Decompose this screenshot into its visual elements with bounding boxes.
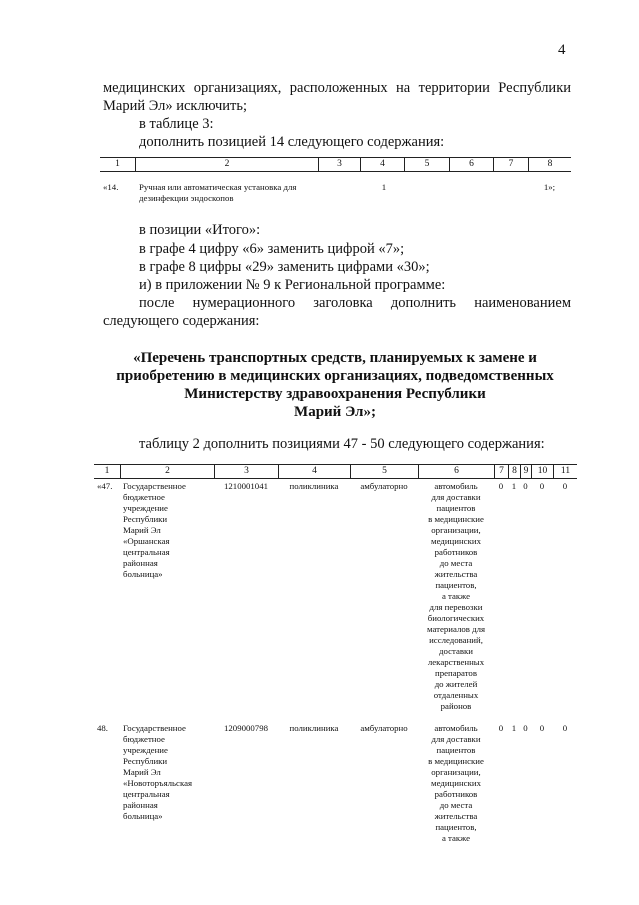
table2-row-value: 0 xyxy=(562,723,568,733)
table2-row-purpose-line: районов xyxy=(440,701,472,711)
table2-row-purpose-line: пациентов, xyxy=(435,822,477,832)
table2-row-purpose-line: а также xyxy=(441,833,471,843)
middle-line-6: следующего содержания: xyxy=(103,313,260,329)
table2-row-org-line: центральная xyxy=(123,547,170,557)
table2-row-org-line: «Новоторъяльская xyxy=(123,778,193,788)
table2-header-cell: 1 xyxy=(104,466,110,476)
table2-row-purpose-line: работников xyxy=(434,789,478,799)
table3-header-cell: 5 xyxy=(404,158,449,171)
table2-row-purpose-line: в медицинские xyxy=(428,756,484,766)
table2-header xyxy=(94,464,577,479)
table2-row-code: 1210001041 xyxy=(224,481,268,491)
table2-row-org-line: Государственное xyxy=(123,481,186,491)
table2-row-org-line: учреждение xyxy=(123,745,168,755)
table2-header-cell: 3 xyxy=(214,465,278,478)
table2-row-org-line: районная xyxy=(123,800,158,810)
table2-row-purpose-line: доставки xyxy=(439,646,473,656)
heading-line-3: Министерству здравоохранения Республики xyxy=(184,386,486,402)
table2-row-purpose-line: медицинских xyxy=(431,536,481,546)
middle-line-2: в графе 4 цифру «6» заменить цифрой «7»; xyxy=(139,241,405,257)
table2-row-purpose-line: препаратов xyxy=(435,668,477,678)
table2-row-purpose-line: для перевозки xyxy=(429,602,483,612)
table2-row-purpose-line: жительства xyxy=(434,569,478,579)
table3-row-name: Ручная или автоматическая установка для дезинфекции эндоскопов xyxy=(139,182,297,203)
middle-line-1: в позиции «Итого»: xyxy=(139,222,261,238)
table2-row-purpose-line: организации, xyxy=(431,525,481,535)
table2-header-cell: 10 xyxy=(531,465,553,478)
table3-header-cell: 6 xyxy=(449,158,493,171)
table2-row-value: 1 xyxy=(511,481,517,491)
table2-row-purpose-line: исследований, xyxy=(429,635,483,645)
table2-row-num: «47. xyxy=(97,481,113,491)
table2-row-purpose-line: организации, xyxy=(431,767,481,777)
table2-header-cell: 5 xyxy=(350,465,418,478)
heading-line-1: «Перечень транспортных средств, планируемых к замене и xyxy=(133,350,537,366)
table2-header-cell: 6 xyxy=(418,465,494,478)
table2-row-org-line: Марий Эл xyxy=(123,767,161,777)
table2-row-purpose-line: биологических xyxy=(427,613,485,623)
table2-row-purpose-line: автомобиль xyxy=(434,481,478,491)
table2-row-org-line: бюджетное xyxy=(123,492,165,502)
table2-row-org-line: Республики xyxy=(123,756,168,766)
table3-header-cell: 8 xyxy=(528,158,571,171)
table2-row-type: поликлиника xyxy=(289,481,339,491)
table2-row-purpose-line: до места xyxy=(439,800,473,810)
table2-row-value: 0 xyxy=(523,723,528,733)
table3-row-col8: 1»; xyxy=(543,182,556,192)
table2-row-code: 1209000798 xyxy=(224,723,268,733)
table3-header-cell: 2 xyxy=(135,158,318,171)
table2-row-purpose-line: лекарственных xyxy=(427,657,485,667)
table2-row-org-line: больница» xyxy=(123,811,163,821)
table2-row-org-line: учреждение xyxy=(123,503,168,513)
table2-row-purpose-line: медицинских xyxy=(431,778,481,788)
table2-row-value: 0 xyxy=(562,481,568,491)
table2-header-cell: 7 xyxy=(494,465,508,478)
table2-row-org-line: Марий Эл xyxy=(123,525,161,535)
table2-row-value: 0 xyxy=(539,481,545,491)
table2-header-cell: 4 xyxy=(278,465,350,478)
table2-row-value: 0 xyxy=(539,723,545,733)
table2-row-type: поликлиника xyxy=(289,723,339,733)
table3-row-num: «14. xyxy=(103,182,119,192)
table2-header-cell: 2 xyxy=(120,465,214,478)
table2-row-org-line: центральная xyxy=(123,789,170,799)
table2-row-care: амбулаторно xyxy=(360,481,408,491)
intro-line-2: Марий Эл» исключить; xyxy=(103,98,248,114)
table2-intro: таблицу 2 дополнить позициями 47 - 50 следующего содержания: xyxy=(139,436,545,452)
table2-row-purpose-line: до места xyxy=(439,558,473,568)
table2-row-purpose-line: в медицинские xyxy=(428,514,484,524)
table2-row-org-line: Республики xyxy=(123,514,168,524)
table2-row-value: 1 xyxy=(511,723,517,733)
table2-row-purpose-line: пациентов xyxy=(436,503,476,513)
table2-row-value: 0 xyxy=(523,481,528,491)
intro-line-3: в таблице 3: xyxy=(139,116,214,132)
table3-header-cell: 3 xyxy=(318,158,360,171)
middle-line-5: после нумерационного заголовка дополнить наименованием xyxy=(139,295,571,311)
table2-row-purpose-line: автомобиль xyxy=(434,723,478,733)
table2-row-org-line: районная xyxy=(123,558,158,568)
table3-header-cell: 4 xyxy=(360,158,404,171)
table2-row-value: 0 xyxy=(498,481,504,491)
table2-row-purpose-line: а также xyxy=(441,591,471,601)
table2-row-purpose-line: жительства xyxy=(434,811,478,821)
intro-line-1: медицинских организациях, расположенных на территории Республики xyxy=(103,80,571,96)
table2-header-cell: 11 xyxy=(553,465,577,478)
middle-line-3: в графе 8 цифры «29» заменить цифрами «30»; xyxy=(139,259,430,275)
table2-row-value: 0 xyxy=(498,723,504,733)
table2-row-purpose-line: для доставки xyxy=(431,492,481,502)
table2-row-purpose-line: пациентов, xyxy=(435,580,477,590)
table2-row-org-line: «Оршанская xyxy=(123,536,170,546)
table2-header-cell: 9 xyxy=(520,465,531,478)
table2-row-purpose-line: материалов для xyxy=(426,624,486,634)
table2-row-purpose-line: для доставки xyxy=(431,734,481,744)
table2-row-org-line: Государственное xyxy=(123,723,186,733)
table2-row-purpose-line: пациентов xyxy=(436,745,476,755)
table2-row-purpose-line: работников xyxy=(434,547,478,557)
table2-row-num: 48. xyxy=(97,723,108,733)
table3-row-col4: 1 xyxy=(381,182,387,192)
heading-line-4: Марий Эл»; xyxy=(294,404,376,420)
table3-header-cell: 1 xyxy=(115,159,120,169)
middle-line-4: и) в приложении № 9 к Региональной программе: xyxy=(139,277,446,293)
table2-row-org-line: больница» xyxy=(123,569,163,579)
table2-row-purpose-line: отдаленных xyxy=(433,690,479,700)
table2-row-purpose-line: до жителей xyxy=(434,679,478,689)
table2-row-care: амбулаторно xyxy=(360,723,408,733)
table3-header xyxy=(100,157,571,172)
table2-header-cell: 8 xyxy=(508,465,520,478)
heading-line-2: приобретению в медицинских организациях, подведомственных xyxy=(116,368,554,384)
intro-line-4: дополнить позицией 14 следующего содержания: xyxy=(139,134,445,150)
table3-header-cell: 7 xyxy=(493,158,528,171)
page-number: 4 xyxy=(558,42,566,58)
table2-row-org-line: бюджетное xyxy=(123,734,165,744)
